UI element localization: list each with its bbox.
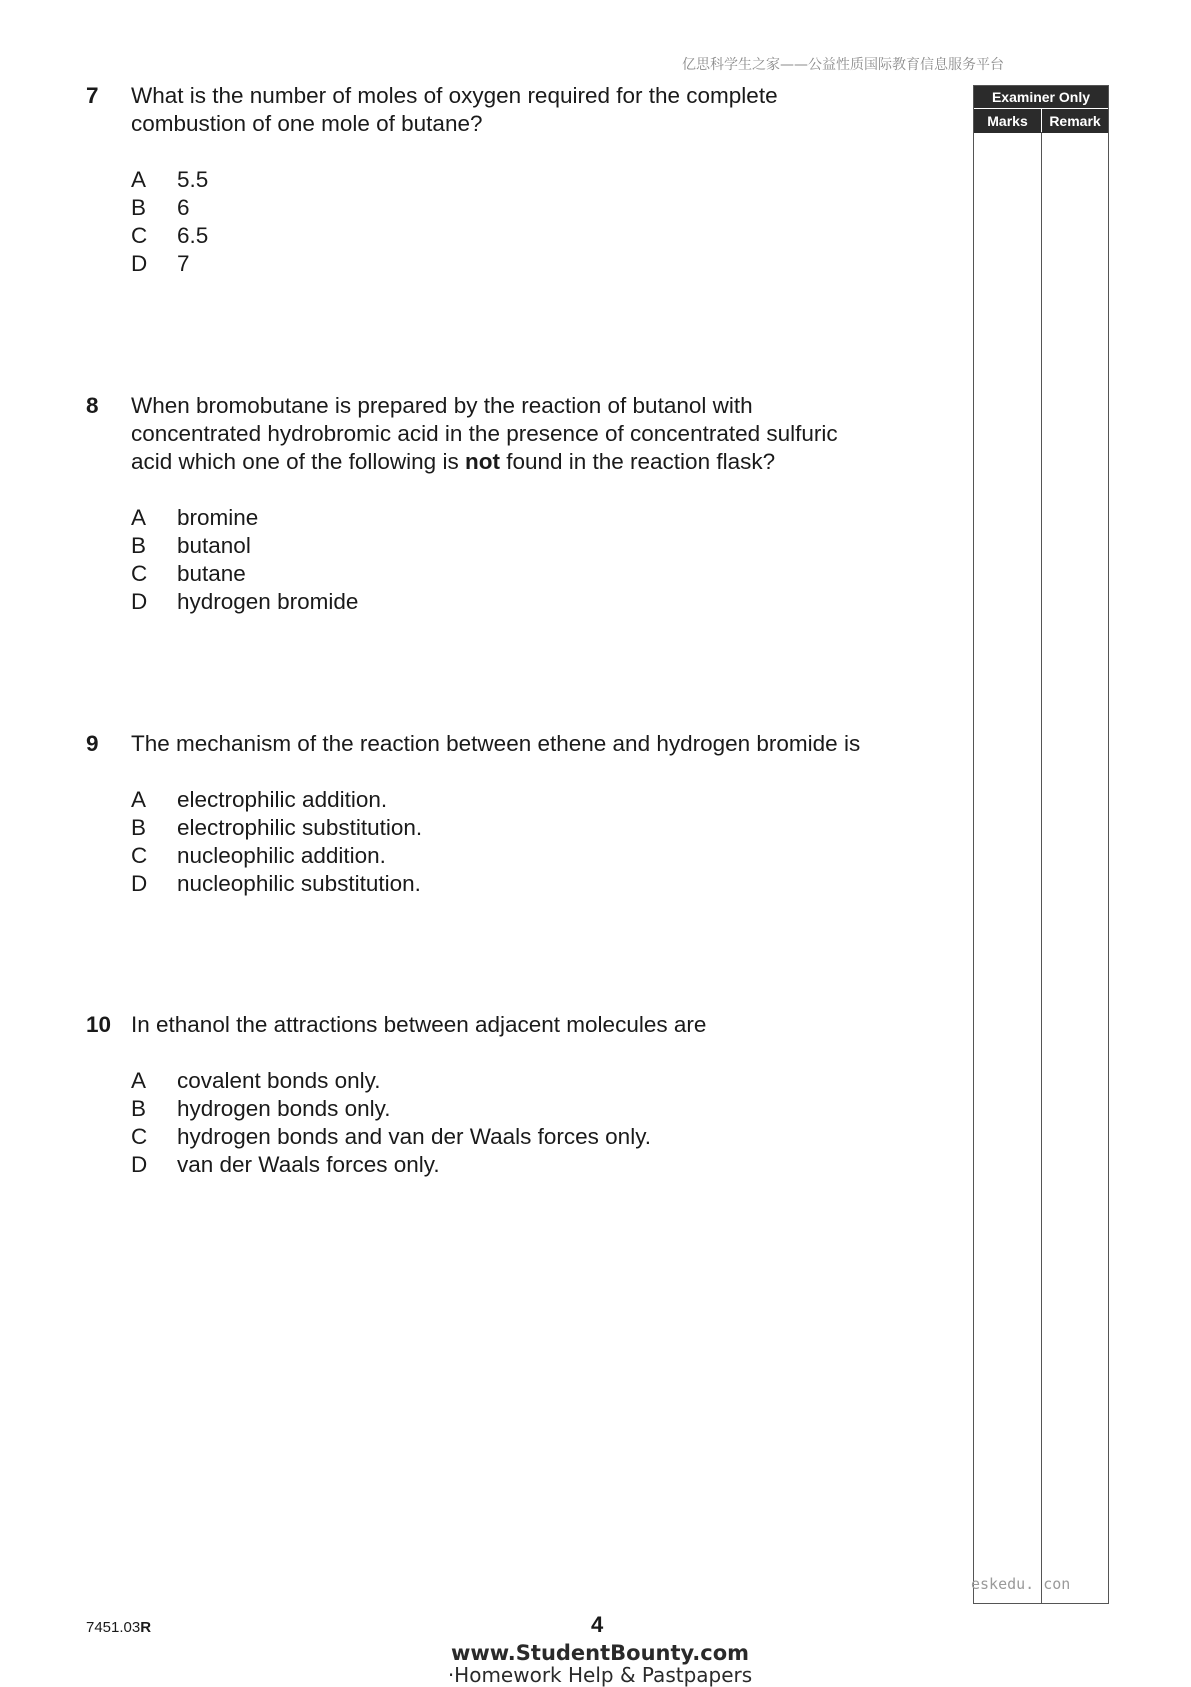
option-b xyxy=(131,814,946,842)
option-letter: C xyxy=(131,561,148,586)
option-letter: D xyxy=(131,1152,148,1177)
option-letter: A xyxy=(131,1068,147,1093)
option-b xyxy=(131,532,946,560)
question-text-line: When bromobutane is prepared by the reaction of butanol with xyxy=(131,393,753,418)
side-watermark: eskedu. con xyxy=(971,1575,1071,1593)
examiner-column-headers xyxy=(974,108,1108,133)
question-text-line xyxy=(131,448,931,476)
option-a xyxy=(131,786,946,814)
question-8 xyxy=(86,392,946,616)
option-c xyxy=(131,1123,946,1151)
option-c xyxy=(131,842,946,870)
option-letter: D xyxy=(131,589,148,614)
option-list xyxy=(131,504,946,616)
question-text xyxy=(131,392,931,476)
option-b xyxy=(131,194,946,222)
question-text: In ethanol the attractions between adjacent molecules are xyxy=(131,1012,707,1037)
option-c xyxy=(131,222,946,250)
option-letter: C xyxy=(131,223,148,248)
examiner-only-box xyxy=(973,85,1109,1604)
option-letter: C xyxy=(131,843,148,868)
option-a xyxy=(131,166,946,194)
option-text: nucleophilic addition. xyxy=(177,843,386,868)
examiner-column-divider xyxy=(1041,132,1042,1603)
option-text: butanol xyxy=(177,533,251,558)
option-letter: B xyxy=(131,195,147,220)
option-text: 6.5 xyxy=(177,223,209,248)
question-text: The mechanism of the reaction between ethene and hydrogen bromide is xyxy=(131,731,861,756)
option-letter: A xyxy=(131,167,147,192)
option-letter: A xyxy=(131,505,147,530)
option-d xyxy=(131,870,946,898)
option-text: 7 xyxy=(177,251,190,276)
option-letter: D xyxy=(131,871,148,896)
header-watermark: 亿思科学生之家——公益性质国际教育信息服务平台 xyxy=(682,57,1004,73)
question-7 xyxy=(86,82,946,278)
option-letter: B xyxy=(131,533,147,558)
question-text-line: concentrated hydrobromic acid in the presence of concentrated sulfuric xyxy=(131,421,838,446)
option-text: 6 xyxy=(177,195,190,220)
option-text: electrophilic addition. xyxy=(177,787,388,812)
question-text xyxy=(131,82,931,138)
question-text-segment: acid which one of the following is xyxy=(131,449,465,474)
logo-tagline: ·Homework Help & Pastpapers xyxy=(447,1663,753,1687)
option-text: van der Waals forces only. xyxy=(177,1152,440,1177)
question-number: 9 xyxy=(86,731,99,756)
option-a xyxy=(131,504,946,532)
page-number: 4 xyxy=(591,1612,604,1637)
question-text-segment: found in the reaction flask? xyxy=(499,449,776,474)
option-letter: D xyxy=(131,251,148,276)
option-list xyxy=(131,166,946,278)
option-b xyxy=(131,1095,946,1123)
option-text: covalent bonds only. xyxy=(177,1068,381,1093)
question-10 xyxy=(86,1011,946,1179)
paper-code-number: 7451.03 xyxy=(86,1619,141,1636)
examiner-only-title: Examiner Only xyxy=(974,86,1108,108)
option-d xyxy=(131,588,946,616)
question-number: 8 xyxy=(86,393,99,418)
paper-code-suffix: R xyxy=(140,1619,152,1636)
question-number: 10 xyxy=(86,1012,112,1037)
option-d xyxy=(131,1151,946,1179)
option-letter: B xyxy=(131,815,147,840)
option-text: bromine xyxy=(177,505,259,530)
question-number: 7 xyxy=(86,83,99,108)
marks-column-header: Marks xyxy=(974,109,1042,133)
question-text-line: What is the number of moles of oxygen required for the complete xyxy=(131,83,778,108)
paper-code xyxy=(86,1619,151,1636)
question-text-line: combustion of one mole of butane? xyxy=(131,111,483,136)
option-text: hydrogen bonds and van der Waals forces only. xyxy=(177,1124,652,1149)
option-list xyxy=(131,1067,946,1179)
option-c xyxy=(131,560,946,588)
remark-column-header: Remark xyxy=(1042,109,1108,133)
option-text: hydrogen bonds only. xyxy=(177,1096,391,1121)
option-text: butane xyxy=(177,561,246,586)
option-list xyxy=(131,786,946,898)
option-text: nucleophilic substitution. xyxy=(177,871,421,896)
option-text: electrophilic substitution. xyxy=(177,815,423,840)
option-a xyxy=(131,1067,946,1095)
option-letter: A xyxy=(131,787,147,812)
option-text: hydrogen bromide xyxy=(177,589,359,614)
option-letter: B xyxy=(131,1096,147,1121)
option-text: 5.5 xyxy=(177,167,209,192)
logo-url: www.StudentBounty.com xyxy=(450,1641,750,1665)
emphasis-not: not xyxy=(464,449,500,474)
question-9 xyxy=(86,730,946,898)
option-letter: C xyxy=(131,1124,148,1149)
option-d xyxy=(131,250,946,278)
studentbounty-logo[interactable] xyxy=(440,1642,760,1686)
